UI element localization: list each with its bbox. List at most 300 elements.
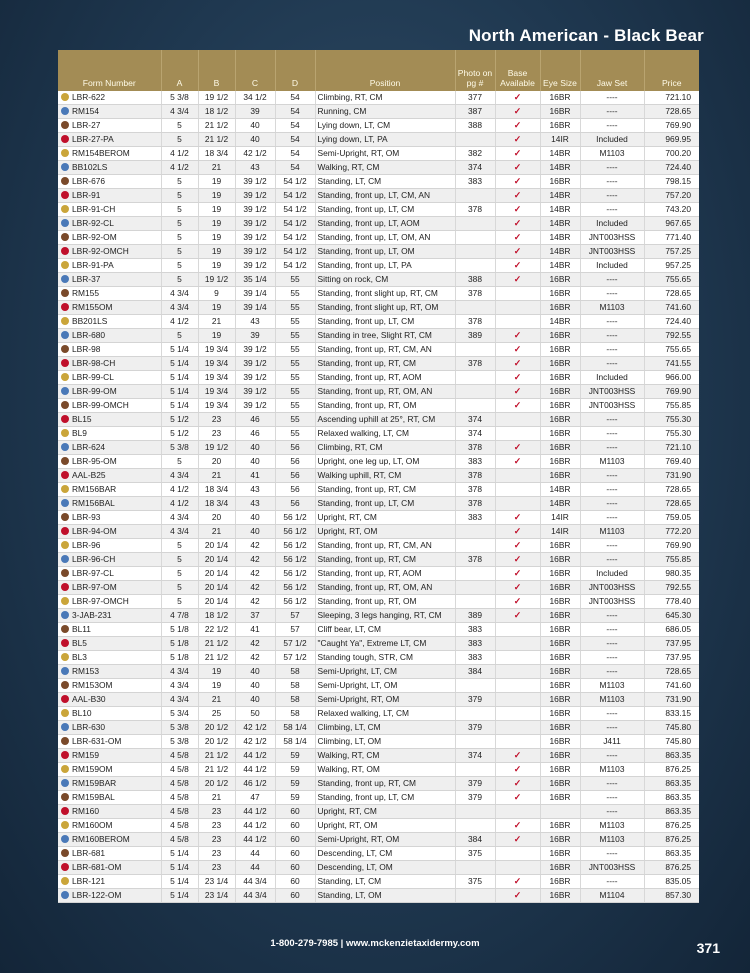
- dim-c-cell: 44 1/2: [235, 749, 275, 763]
- bear-thumbnail-icon: [61, 485, 69, 493]
- position-cell: Standing, front up, RT, OM, AN: [315, 385, 455, 399]
- base-available-cell: [495, 847, 540, 861]
- table-row: [58, 259, 699, 273]
- dim-a-cell: 5 1/8: [161, 623, 198, 637]
- photo-page-cell: 374: [455, 161, 495, 175]
- form-number-cell: [58, 385, 161, 399]
- form-number-label: LBR-122-OM: [72, 890, 122, 900]
- dim-d-cell: 56: [275, 469, 315, 483]
- photo-page-cell: 374: [455, 749, 495, 763]
- form-number-label: LBR-91-CH: [72, 204, 116, 214]
- photo-page-cell: [455, 567, 495, 581]
- photo-page-cell: [455, 861, 495, 875]
- base-available-cell: [495, 567, 540, 581]
- dim-a-cell: 5: [161, 175, 198, 189]
- form-number-label: LBR-97-CL: [72, 568, 114, 578]
- jaw-set-cell: ----: [580, 637, 644, 651]
- dim-d-cell: 54 1/2: [275, 231, 315, 245]
- jaw-set-cell: JNT003HSS: [580, 231, 644, 245]
- position-cell: Semi-Upright, LT, CM: [315, 665, 455, 679]
- dim-c-cell: 40: [235, 665, 275, 679]
- dim-d-cell: 58 1/4: [275, 735, 315, 749]
- form-number-cell: [58, 441, 161, 455]
- dim-d-cell: 60: [275, 861, 315, 875]
- dim-c-cell: 44: [235, 861, 275, 875]
- photo-page-cell: 379: [455, 721, 495, 735]
- eye-size-cell: 16BR: [540, 651, 580, 665]
- form-number-cell: [58, 133, 161, 147]
- dim-b-cell: 19 1/2: [198, 273, 235, 287]
- dim-d-cell: 59: [275, 777, 315, 791]
- eye-size-cell: 14BR: [540, 245, 580, 259]
- bear-thumbnail-icon: [61, 163, 69, 171]
- table-row: [58, 637, 699, 651]
- eye-size-cell: 14BR: [540, 315, 580, 329]
- dim-b-cell: 23: [198, 413, 235, 427]
- form-number-label: LBR-97-OMCH: [72, 596, 129, 606]
- eye-size-cell: 16BR: [540, 861, 580, 875]
- table-row: [58, 315, 699, 329]
- dim-a-cell: 4 5/8: [161, 805, 198, 819]
- form-number-label: RM160BEROM: [72, 834, 130, 844]
- photo-page-cell: 384: [455, 833, 495, 847]
- dim-a-cell: 5 3/4: [161, 707, 198, 721]
- form-number-cell: [58, 147, 161, 161]
- base-available-cell: [495, 385, 540, 399]
- jaw-set-cell: ----: [580, 315, 644, 329]
- base-available-cell: [495, 189, 540, 203]
- col-position: Position: [315, 50, 455, 91]
- table-row: [58, 273, 699, 287]
- jaw-set-cell: M1103: [580, 455, 644, 469]
- jaw-set-cell: ----: [580, 441, 644, 455]
- dim-a-cell: 4 7/8: [161, 609, 198, 623]
- price-cell: 757.20: [644, 189, 699, 203]
- photo-page-cell: [455, 371, 495, 385]
- eye-size-cell: 16BR: [540, 427, 580, 441]
- base-available-cell: [495, 777, 540, 791]
- dim-b-cell: 20 1/4: [198, 595, 235, 609]
- form-number-cell: [58, 455, 161, 469]
- dim-b-cell: 19 1/2: [198, 91, 235, 105]
- bear-thumbnail-icon: [61, 653, 69, 661]
- jaw-set-cell: ----: [580, 875, 644, 889]
- base-available-cell: [495, 105, 540, 119]
- dim-c-cell: 42: [235, 651, 275, 665]
- jaw-set-cell: ----: [580, 749, 644, 763]
- form-number-label: LBR-680: [72, 330, 106, 340]
- table-row: [58, 189, 699, 203]
- base-available-cell: [495, 693, 540, 707]
- base-available-cell: [495, 441, 540, 455]
- bear-thumbnail-icon: [61, 513, 69, 521]
- dim-b-cell: 19: [198, 231, 235, 245]
- eye-size-cell: 16BR: [540, 119, 580, 133]
- table-row: [58, 525, 699, 539]
- bear-thumbnail-icon: [61, 443, 69, 451]
- photo-page-cell: 389: [455, 329, 495, 343]
- form-number-cell: [58, 371, 161, 385]
- dim-b-cell: 19: [198, 329, 235, 343]
- jaw-set-cell: ----: [580, 413, 644, 427]
- base-available-cell: [495, 175, 540, 189]
- dim-a-cell: 5: [161, 189, 198, 203]
- bear-thumbnail-icon: [61, 737, 69, 745]
- eye-size-cell: 14IR: [540, 133, 580, 147]
- jaw-set-cell: JNT003HSS: [580, 861, 644, 875]
- jaw-set-cell: ----: [580, 707, 644, 721]
- jaw-set-cell: ----: [580, 511, 644, 525]
- dim-a-cell: 5 3/8: [161, 441, 198, 455]
- photo-page-cell: 387: [455, 105, 495, 119]
- base-available-cell: [495, 119, 540, 133]
- form-number-cell: [58, 525, 161, 539]
- dim-b-cell: 21 1/2: [198, 749, 235, 763]
- form-number-label: AAL-B25: [72, 470, 106, 480]
- eye-size-cell: 16BR: [540, 749, 580, 763]
- price-cell: 798.15: [644, 175, 699, 189]
- form-number-cell: [58, 861, 161, 875]
- eye-size-cell: 16BR: [540, 371, 580, 385]
- photo-page-cell: [455, 735, 495, 749]
- form-number-label: BL15: [72, 414, 92, 424]
- jaw-set-cell: ----: [580, 847, 644, 861]
- eye-size-cell: 14BR: [540, 483, 580, 497]
- dim-d-cell: 56: [275, 441, 315, 455]
- form-number-label: LBR-91: [72, 190, 101, 200]
- dim-b-cell: 20: [198, 455, 235, 469]
- form-number-label: LBR-676: [72, 176, 106, 186]
- form-number-label: LBR-97-OM: [72, 582, 117, 592]
- position-cell: Standing, front up, LT, PA: [315, 259, 455, 273]
- base-check-icon: ✓: [513, 246, 522, 256]
- base-available-cell: [495, 553, 540, 567]
- form-number-cell: [58, 189, 161, 203]
- dim-d-cell: 54: [275, 147, 315, 161]
- price-table: [58, 50, 699, 903]
- position-cell: Walking, RT, CM: [315, 749, 455, 763]
- dim-d-cell: 58: [275, 707, 315, 721]
- jaw-set-cell: J411: [580, 735, 644, 749]
- dim-b-cell: 21 1/2: [198, 637, 235, 651]
- form-number-cell: [58, 749, 161, 763]
- dim-c-cell: 41: [235, 623, 275, 637]
- position-cell: Standing, front slight up, RT, CM: [315, 287, 455, 301]
- jaw-set-cell: ----: [580, 357, 644, 371]
- dim-c-cell: 39: [235, 105, 275, 119]
- bear-thumbnail-icon: [61, 233, 69, 241]
- dim-a-cell: 5 1/4: [161, 343, 198, 357]
- photo-page-cell: 382: [455, 147, 495, 161]
- dim-a-cell: 5: [161, 329, 198, 343]
- base-check-icon: ✓: [513, 568, 522, 578]
- photo-page-cell: [455, 189, 495, 203]
- dim-a-cell: 4 3/4: [161, 511, 198, 525]
- eye-size-cell: 14BR: [540, 497, 580, 511]
- table-row: [58, 287, 699, 301]
- dim-d-cell: 58: [275, 679, 315, 693]
- bear-thumbnail-icon: [61, 625, 69, 633]
- dim-b-cell: 21: [198, 315, 235, 329]
- dim-c-cell: 44 3/4: [235, 875, 275, 889]
- form-number-label: RM160: [72, 806, 99, 816]
- form-number-label: RM156BAR: [72, 484, 117, 494]
- dim-a-cell: 4 3/4: [161, 665, 198, 679]
- price-cell: 686.05: [644, 623, 699, 637]
- dim-d-cell: 54: [275, 133, 315, 147]
- dim-a-cell: 5 3/8: [161, 721, 198, 735]
- position-cell: Standing, front up, LT, CM, AN: [315, 189, 455, 203]
- col-price: Price: [644, 50, 699, 91]
- bear-thumbnail-icon: [61, 569, 69, 577]
- table-row: [58, 385, 699, 399]
- price-cell: 757.25: [644, 245, 699, 259]
- dim-b-cell: 21: [198, 525, 235, 539]
- table-row: [58, 497, 699, 511]
- dim-b-cell: 19: [198, 259, 235, 273]
- position-cell: Standing, LT, OM: [315, 889, 455, 903]
- base-check-icon: ✓: [513, 134, 522, 144]
- dim-a-cell: 5 1/4: [161, 889, 198, 903]
- photo-page-cell: 388: [455, 119, 495, 133]
- position-cell: Descending, LT, CM: [315, 847, 455, 861]
- form-number-label: RM159BAR: [72, 778, 117, 788]
- form-number-cell: [58, 777, 161, 791]
- dim-d-cell: 60: [275, 875, 315, 889]
- base-check-icon: ✓: [513, 526, 522, 536]
- base-check-icon: ✓: [513, 456, 522, 466]
- price-cell: 755.85: [644, 553, 699, 567]
- bear-thumbnail-icon: [61, 457, 69, 465]
- dim-d-cell: 55: [275, 301, 315, 315]
- price-cell: 741.55: [644, 357, 699, 371]
- base-available-cell: [495, 427, 540, 441]
- bear-thumbnail-icon: [61, 695, 69, 703]
- bear-thumbnail-icon: [61, 289, 69, 297]
- photo-page-cell: 378: [455, 497, 495, 511]
- photo-page-cell: 378: [455, 203, 495, 217]
- bear-thumbnail-icon: [61, 247, 69, 255]
- jaw-set-cell: JNT003HSS: [580, 595, 644, 609]
- dim-b-cell: 23: [198, 861, 235, 875]
- base-check-icon: ✓: [513, 358, 522, 368]
- dim-b-cell: 21: [198, 469, 235, 483]
- dim-d-cell: 56: [275, 483, 315, 497]
- position-cell: Descending, LT, OM: [315, 861, 455, 875]
- table-row: [58, 371, 699, 385]
- table-row: [58, 679, 699, 693]
- price-cell: 969.95: [644, 133, 699, 147]
- bear-thumbnail-icon: [61, 387, 69, 395]
- bear-thumbnail-icon: [61, 597, 69, 605]
- form-number-cell: [58, 511, 161, 525]
- dim-d-cell: 55: [275, 399, 315, 413]
- base-available-cell: [495, 357, 540, 371]
- bear-thumbnail-icon: [61, 779, 69, 787]
- photo-page-cell: 389: [455, 609, 495, 623]
- dim-c-cell: 42: [235, 567, 275, 581]
- base-available-cell: [495, 259, 540, 273]
- jaw-set-cell: ----: [580, 189, 644, 203]
- table-row: [58, 91, 699, 105]
- jaw-set-cell: M1103: [580, 819, 644, 833]
- dim-a-cell: 5: [161, 245, 198, 259]
- form-number-label: RM153OM: [72, 680, 113, 690]
- form-number-label: RM159OM: [72, 764, 113, 774]
- dim-b-cell: 18 1/2: [198, 105, 235, 119]
- dim-a-cell: 4 1/2: [161, 497, 198, 511]
- eye-size-cell: 16BR: [540, 441, 580, 455]
- dim-b-cell: 25: [198, 707, 235, 721]
- dim-a-cell: 5 1/8: [161, 637, 198, 651]
- bear-thumbnail-icon: [61, 107, 69, 115]
- eye-size-cell: 16BR: [540, 287, 580, 301]
- form-number-label: LBR-99-OMCH: [72, 400, 129, 410]
- bear-thumbnail-icon: [61, 93, 69, 101]
- photo-page-cell: 378: [455, 287, 495, 301]
- form-number-label: 3-JAB-231: [72, 610, 112, 620]
- position-cell: Standing, front up, LT, OM: [315, 245, 455, 259]
- table-row: [58, 441, 699, 455]
- table-row: [58, 427, 699, 441]
- dim-a-cell: 4 3/4: [161, 693, 198, 707]
- price-cell: 769.90: [644, 119, 699, 133]
- base-available-cell: [495, 805, 540, 819]
- dim-c-cell: 44: [235, 847, 275, 861]
- jaw-set-cell: ----: [580, 777, 644, 791]
- dim-b-cell: 20 1/2: [198, 721, 235, 735]
- eye-size-cell: 16BR: [540, 273, 580, 287]
- bear-thumbnail-icon: [61, 415, 69, 423]
- eye-size-cell: 14IR: [540, 525, 580, 539]
- photo-page-cell: 383: [455, 455, 495, 469]
- jaw-set-cell: M1103: [580, 833, 644, 847]
- dim-a-cell: 4 1/2: [161, 161, 198, 175]
- price-cell: 772.20: [644, 525, 699, 539]
- jaw-set-cell: M1103: [580, 525, 644, 539]
- position-cell: Standing, front up, LT, CM: [315, 497, 455, 511]
- photo-page-cell: 375: [455, 875, 495, 889]
- base-check-icon: ✓: [513, 876, 522, 886]
- dim-b-cell: 19: [198, 175, 235, 189]
- dim-d-cell: 54 1/2: [275, 175, 315, 189]
- dim-d-cell: 56 1/2: [275, 539, 315, 553]
- photo-page-cell: 379: [455, 693, 495, 707]
- dim-a-cell: 5: [161, 203, 198, 217]
- price-cell: 876.25: [644, 819, 699, 833]
- dim-c-cell: 42: [235, 595, 275, 609]
- photo-page-cell: [455, 385, 495, 399]
- position-cell: Standing tough, STR, CM: [315, 651, 455, 665]
- dim-d-cell: 55: [275, 329, 315, 343]
- bear-thumbnail-icon: [61, 219, 69, 227]
- dim-c-cell: 39 1/2: [235, 203, 275, 217]
- table-row: [58, 833, 699, 847]
- dim-c-cell: 39 1/2: [235, 175, 275, 189]
- base-check-icon: ✓: [513, 260, 522, 270]
- form-number-label: LBR-92-CL: [72, 218, 114, 228]
- form-number-cell: [58, 581, 161, 595]
- position-cell: Lying down, LT, CM: [315, 119, 455, 133]
- form-number-label: RM154BEROM: [72, 148, 130, 158]
- dim-a-cell: 4 3/4: [161, 287, 198, 301]
- form-number-label: LBR-95-OM: [72, 456, 117, 466]
- bear-thumbnail-icon: [61, 849, 69, 857]
- base-check-icon: ✓: [513, 764, 522, 774]
- eye-size-cell: 14IR: [540, 511, 580, 525]
- form-number-label: LBR-94-OM: [72, 526, 117, 536]
- form-number-cell: [58, 847, 161, 861]
- eye-size-cell: 16BR: [540, 301, 580, 315]
- base-available-cell: [495, 525, 540, 539]
- table-row: [58, 553, 699, 567]
- photo-page-cell: [455, 217, 495, 231]
- price-cell: 863.35: [644, 805, 699, 819]
- jaw-set-cell: ----: [580, 119, 644, 133]
- dim-d-cell: 60: [275, 889, 315, 903]
- base-check-icon: ✓: [513, 92, 522, 102]
- dim-c-cell: 39 1/2: [235, 385, 275, 399]
- form-number-label: LBR-37: [72, 274, 101, 284]
- col-photo: Photo on pg #: [455, 50, 495, 91]
- dim-a-cell: 5 1/4: [161, 371, 198, 385]
- position-cell: Standing, front up, LT, CM: [315, 791, 455, 805]
- form-number-label: RM155: [72, 288, 99, 298]
- position-cell: Standing, front up, RT, CM: [315, 357, 455, 371]
- table-row: [58, 693, 699, 707]
- base-available-cell: [495, 455, 540, 469]
- eye-size-cell: 16BR: [540, 581, 580, 595]
- base-available-cell: [495, 483, 540, 497]
- price-cell: 835.05: [644, 875, 699, 889]
- price-cell: 833.15: [644, 707, 699, 721]
- price-cell: 728.65: [644, 483, 699, 497]
- form-number-cell: [58, 483, 161, 497]
- table-row: [58, 217, 699, 231]
- bear-thumbnail-icon: [61, 177, 69, 185]
- dim-c-cell: 41: [235, 469, 275, 483]
- base-check-icon: ✓: [513, 176, 522, 186]
- bear-thumbnail-icon: [61, 583, 69, 591]
- photo-page-cell: [455, 133, 495, 147]
- bear-thumbnail-icon: [61, 345, 69, 353]
- bear-thumbnail-icon: [61, 135, 69, 143]
- base-check-icon: ✓: [513, 582, 522, 592]
- dim-a-cell: 4 1/2: [161, 315, 198, 329]
- table-row: [58, 581, 699, 595]
- position-cell: Relaxed walking, LT, CM: [315, 707, 455, 721]
- dim-a-cell: 4 3/4: [161, 469, 198, 483]
- base-check-icon: ✓: [513, 750, 522, 760]
- eye-size-cell: 16BR: [540, 91, 580, 105]
- form-number-label: BB102LS: [72, 162, 108, 172]
- photo-page-cell: 383: [455, 651, 495, 665]
- base-available-cell: [495, 609, 540, 623]
- dim-c-cell: 47: [235, 791, 275, 805]
- photo-page-cell: 378: [455, 469, 495, 483]
- photo-page-cell: [455, 259, 495, 273]
- dim-d-cell: 55: [275, 385, 315, 399]
- table-row: [58, 539, 699, 553]
- position-cell: Standing, front up, LT, CM: [315, 315, 455, 329]
- form-number-cell: [58, 343, 161, 357]
- base-check-icon: ✓: [513, 218, 522, 228]
- dim-c-cell: 35 1/4: [235, 273, 275, 287]
- dim-d-cell: 56 1/2: [275, 525, 315, 539]
- dim-a-cell: 5 1/2: [161, 413, 198, 427]
- bear-thumbnail-icon: [61, 821, 69, 829]
- base-available-cell: [495, 231, 540, 245]
